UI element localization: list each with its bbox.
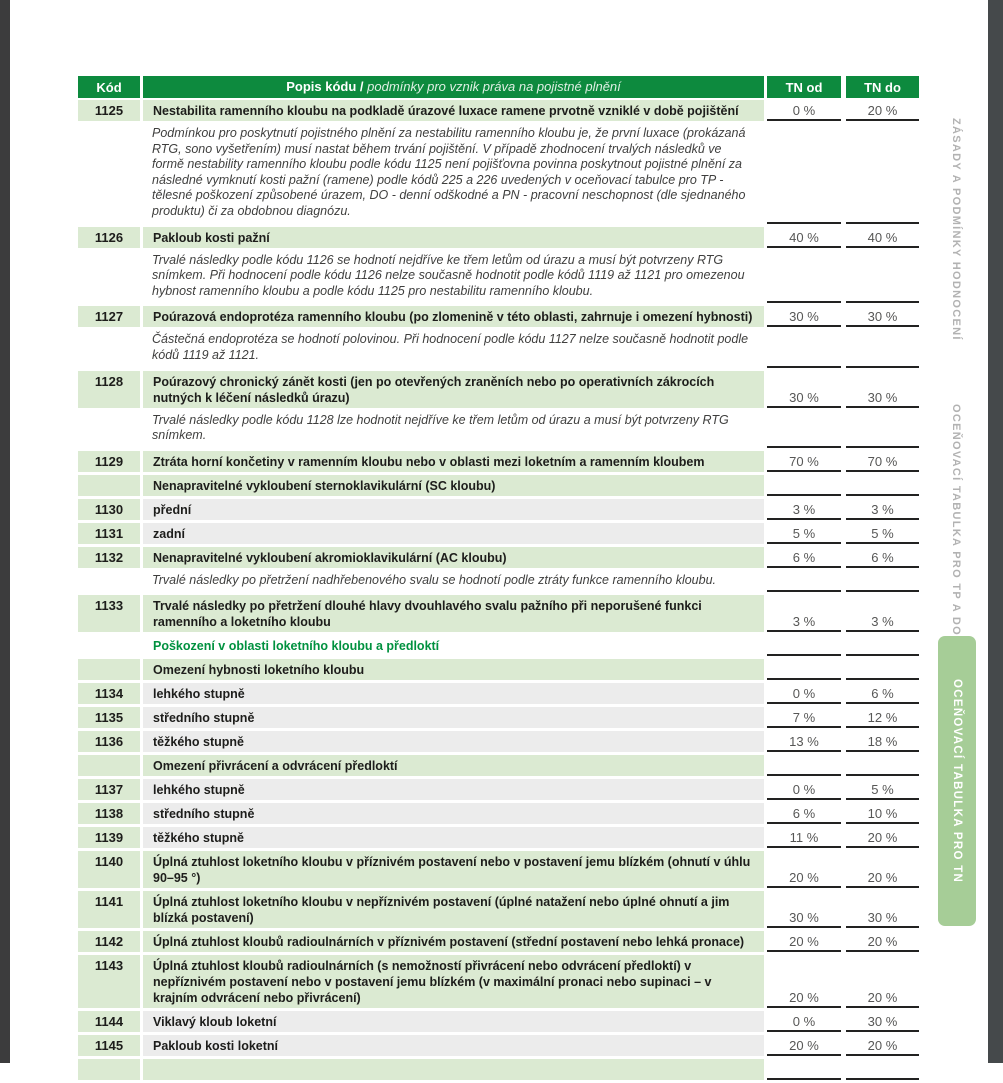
table-row-1144 (78, 1011, 919, 1032)
row-code: 1143 (78, 955, 140, 1008)
row-tn-od-value: 30 % (767, 306, 841, 327)
row-code (78, 635, 140, 656)
row-description: Viklavý kloub loketní (143, 1011, 764, 1032)
row-tn-do-value (846, 411, 919, 448)
row-code: 1134 (78, 683, 140, 704)
row-code: 1136 (78, 731, 140, 752)
table-row-1134 (78, 683, 919, 704)
table-row-1125 (78, 100, 919, 121)
row-tn-do-value: 3 % (846, 595, 919, 632)
row-description: těžkého stupně (143, 731, 764, 752)
row-tn-do-value: 5 % (846, 523, 919, 544)
row-tn-do-value: 18 % (846, 731, 919, 752)
row-code (78, 330, 140, 367)
row-note-text: Trvalé následky podle kódu 1128 lze hodnotit nejdříve ke třem letům od úrazu a musí být potvrzeny RTG snímkem. (152, 412, 729, 443)
row-tn-od-value (767, 571, 841, 593)
row-tn-od-value (767, 659, 841, 680)
row-code: 1137 (78, 779, 140, 800)
row-tn-od-value: 30 % (767, 891, 841, 928)
row-note-text: Podmínkou pro poskytnutí pojistného plnění za nestabilitu ramenního kloubu je, že první luxace (prokázaná RTG, sono vyšetřením) musí nastat během trvání pojištění. V případě zhodnocení trvalých následků ve formě nestability ramenního kloubu podle kódu 1125 není pojišťovna povinna poskytnout pojistné plnění za následné vymknutí kosti pažní (ramene) podle kódů 225 a 226 uvedených v oceňovací tabulce pro TP - tělesné poškození způsobené úrazem, DO - denní odškodné a PN - pracovní neschopnost (dle sjednaného produktu) či za obdobnou diagnózu. (152, 126, 746, 218)
table-row-1133 (78, 595, 919, 632)
row-code: 1130 (78, 499, 140, 520)
row-tn-od-value (767, 475, 841, 496)
row-description: Úplná ztuhlost kloubů radioulnárních v příznivém postavení (střední postavení nebo lehká pronace) (143, 931, 764, 952)
row-description: Nestabilita ramenního kloubu na podkladě úrazové luxace ramene prvotně vzniklé v době pojištění (143, 100, 764, 121)
table-row-1131 (78, 523, 919, 544)
valuation-table (78, 76, 919, 1083)
row-tn-od-value: 3 % (767, 499, 841, 520)
row-code (78, 571, 140, 593)
row-code (78, 755, 140, 776)
table-row-1135 (78, 707, 919, 728)
table-row-1145 (78, 1035, 919, 1056)
row-description: Omezení hybnosti loketního kloubu (143, 659, 764, 680)
row-tn-od-value (767, 330, 841, 367)
row-tn-do-value: 30 % (846, 306, 919, 327)
table-row-note (78, 330, 919, 367)
row-tn-od-value: 70 % (767, 451, 841, 472)
page-right-border (988, 0, 1003, 1063)
row-tn-do-value: 20 % (846, 100, 919, 121)
row-tn-do-value: 10 % (846, 803, 919, 824)
row-code: 1129 (78, 451, 140, 472)
row-tn-do-value: 5 % (846, 779, 919, 800)
row-description: Poúrazový chronický zánět kosti (jen po otevřených zraněních nebo po operativních zákrocích nutných k léčení následků úrazu) (143, 371, 764, 408)
row-code (78, 659, 140, 680)
table-row-1129 (78, 451, 919, 472)
row-tn-od-value: 20 % (767, 851, 841, 888)
row-code: 1145 (78, 1035, 140, 1056)
row-description: těžkého stupně (143, 827, 764, 848)
row-description: Nenapravitelné vykloubení sternoklavikulární (SC kloubu) (143, 475, 764, 496)
row-tn-od-value: 13 % (767, 731, 841, 752)
row-code: 1131 (78, 523, 140, 544)
row-tn-od-value: 30 % (767, 371, 841, 408)
table-row-1128 (78, 371, 919, 408)
table-row-subheader (78, 755, 919, 776)
table-row-note (78, 251, 919, 304)
row-tn-od-value: 6 % (767, 803, 841, 824)
row-note-text: Částečná endoprotéza se hodnotí polovinou. Při hodnocení podle kódu 1127 nelze současně hodnotit podle kódů 1119 až 1121. (152, 332, 749, 362)
row-description: Pakloub kosti loketní (143, 1035, 764, 1056)
table-row-note (78, 571, 919, 593)
row-description: Ztráta horní končetiny v ramenním kloubu nebo v oblasti mezi loketním a ramenním kloubem (143, 451, 764, 472)
row-tn-do-value: 30 % (846, 891, 919, 928)
row-tn-do-value: 20 % (846, 1035, 919, 1056)
row-code (78, 251, 140, 304)
row-tn-od-value: 0 % (767, 683, 841, 704)
row-description (143, 1059, 764, 1080)
header-description (143, 76, 764, 98)
row-tn-do-value (846, 124, 919, 224)
row-tn-od-value: 0 % (767, 1011, 841, 1032)
row-note-text: Trvalé následky podle kódu 1126 se hodnotí nejdříve ke třem letům od úrazu a musí být potvrzeny RTG snímkem. Při hodnocení podle kódu 1126 nelze současně hodnotit podle kódů 1119 až 1121 pro omezenou hybnost ramenního kloubu a podle kódu 1125 pro nestabilitu ramenního kloubu. (152, 252, 745, 298)
table-row-1136 (78, 731, 919, 752)
row-tn-do-value: 70 % (846, 451, 919, 472)
row-code (78, 411, 140, 448)
side-tab-tabulka-tn (938, 636, 976, 926)
row-tn-od-value (767, 1059, 841, 1080)
row-tn-od-value (767, 755, 841, 776)
row-tn-do-value: 12 % (846, 707, 919, 728)
row-description: Úplná ztuhlost kloubů radioulnárních (s nemožností přivrácení nebo odvrácení předloktí) v nepříznivém postavení nebo v postavení jemu blízkém (v maximální pronaci nebo supinaci – v krajním odvrácení nebo přivrácení) (143, 955, 764, 1008)
row-tn-do-value: 30 % (846, 371, 919, 408)
row-tn-od-value (767, 411, 841, 448)
row-tn-do-value: 6 % (846, 683, 919, 704)
row-tn-od-value: 3 % (767, 595, 841, 632)
side-tab-label: OCEŇOVACÍ TABULKA PRO TN (951, 678, 963, 884)
row-description: Nenapravitelné vykloubení akromioklavikulární (AC kloubu) (143, 547, 764, 568)
row-tn-do-value: 20 % (846, 955, 919, 1008)
row-tn-do-value: 6 % (846, 547, 919, 568)
row-code: 1128 (78, 371, 140, 408)
row-tn-od-value (767, 635, 841, 656)
table-row-subheader (78, 475, 919, 496)
row-code: 1135 (78, 707, 140, 728)
row-tn-do-value: 40 % (846, 227, 919, 248)
row-code: 1142 (78, 931, 140, 952)
row-code: 1133 (78, 595, 140, 632)
row-code (78, 1059, 140, 1080)
row-description: Pakloub kosti pažní (143, 227, 764, 248)
table-row-subheader (78, 659, 919, 680)
page-left-border (0, 0, 10, 1063)
table-row-1143 (78, 955, 919, 1008)
row-code: 1127 (78, 306, 140, 327)
row-description: lehkého stupně (143, 683, 764, 704)
table-body (78, 100, 919, 1080)
row-tn-do-value (846, 251, 919, 304)
row-tn-od-value (767, 124, 841, 224)
row-tn-od-value: 11 % (767, 827, 841, 848)
table-row-1140 (78, 851, 919, 888)
row-tn-od-value: 20 % (767, 931, 841, 952)
table-header-row (78, 76, 919, 98)
header-description-bold: Popis kódu / (286, 79, 364, 94)
row-code: 1125 (78, 100, 140, 121)
row-description: Omezení přivrácení a odvrácení předloktí (143, 755, 764, 776)
table-row-main (78, 1059, 919, 1080)
row-description: Úplná ztuhlost loketního kloubu v nepříznivém postavení (úplné natažení nebo úplné ohnutí a jim blízká postavení) (143, 891, 764, 928)
row-description: lehkého stupně (143, 779, 764, 800)
row-tn-do-value (846, 659, 919, 680)
table-row-1127 (78, 306, 919, 327)
row-code: 1126 (78, 227, 140, 248)
row-description: přední (143, 499, 764, 520)
row-code (78, 124, 140, 224)
row-tn-do-value: 3 % (846, 499, 919, 520)
row-description: Úplná ztuhlost loketního kloubu v příznivém postavení nebo v postavení jemu blízkém (ohnutí v úhlu 90–95 °) (143, 851, 764, 888)
side-label-zasady-a-podminky: ZÁSADY A PODMÍNKY HODNOCENÍ (950, 118, 962, 341)
table-row-section (78, 635, 919, 656)
row-description: středního stupně (143, 707, 764, 728)
row-tn-do-value: 30 % (846, 1011, 919, 1032)
table-row-1142 (78, 931, 919, 952)
header-tn-do: TN do (846, 76, 919, 98)
table-row-note (78, 124, 919, 224)
side-label-tabulka-tp-a-do: OCEŇOVACÍ TABULKA PRO TP A DO (950, 404, 962, 637)
row-tn-od-value: 6 % (767, 547, 841, 568)
row-description: Poúrazová endoprotéza ramenního kloubu (po zlomenině v této oblasti, zahrnuje i omezení hybnosti) (143, 306, 764, 327)
table-row-1130 (78, 499, 919, 520)
row-tn-od-value: 20 % (767, 1035, 841, 1056)
row-description: středního stupně (143, 803, 764, 824)
table-row-note (78, 411, 919, 448)
header-tn-od: TN od (767, 76, 841, 98)
header-code: Kód (78, 76, 140, 98)
row-tn-do-value: 20 % (846, 827, 919, 848)
table-row-1132 (78, 547, 919, 568)
table-row-1138 (78, 803, 919, 824)
row-code: 1144 (78, 1011, 140, 1032)
row-code: 1139 (78, 827, 140, 848)
table-row-1137 (78, 779, 919, 800)
row-tn-od-value (767, 251, 841, 304)
row-code: 1140 (78, 851, 140, 888)
row-tn-do-value: 20 % (846, 851, 919, 888)
header-description-italic: podmínky pro vznik práva na pojistné plnění (363, 79, 621, 94)
row-tn-do-value (846, 755, 919, 776)
row-tn-od-value: 7 % (767, 707, 841, 728)
row-code: 1141 (78, 891, 140, 928)
row-tn-od-value: 0 % (767, 779, 841, 800)
row-tn-do-value (846, 1059, 919, 1080)
row-tn-od-value: 20 % (767, 955, 841, 1008)
row-tn-od-value: 40 % (767, 227, 841, 248)
row-tn-do-value (846, 635, 919, 656)
row-description: Trvalé následky po přetržení dlouhé hlavy dvouhlavého svalu pažního při neporušené funkci ramenního a loketního kloubu (143, 595, 764, 632)
table-row-1126 (78, 227, 919, 248)
row-tn-od-value: 5 % (767, 523, 841, 544)
row-code: 1132 (78, 547, 140, 568)
table-row-1141 (78, 891, 919, 928)
row-code: 1138 (78, 803, 140, 824)
row-tn-do-value (846, 571, 919, 593)
row-note-text: Trvalé následky po přetržení nadhřebenového svalu se hodnotí podle ztráty funkce ramenního kloubu. (152, 572, 717, 587)
row-description: zadní (143, 523, 764, 544)
row-tn-do-value (846, 330, 919, 367)
row-code (78, 475, 140, 496)
row-description: Poškození v oblasti loketního kloubu a předloktí (153, 639, 440, 654)
table-row-1139 (78, 827, 919, 848)
row-tn-do-value: 20 % (846, 931, 919, 952)
row-tn-do-value (846, 475, 919, 496)
row-tn-od-value: 0 % (767, 100, 841, 121)
